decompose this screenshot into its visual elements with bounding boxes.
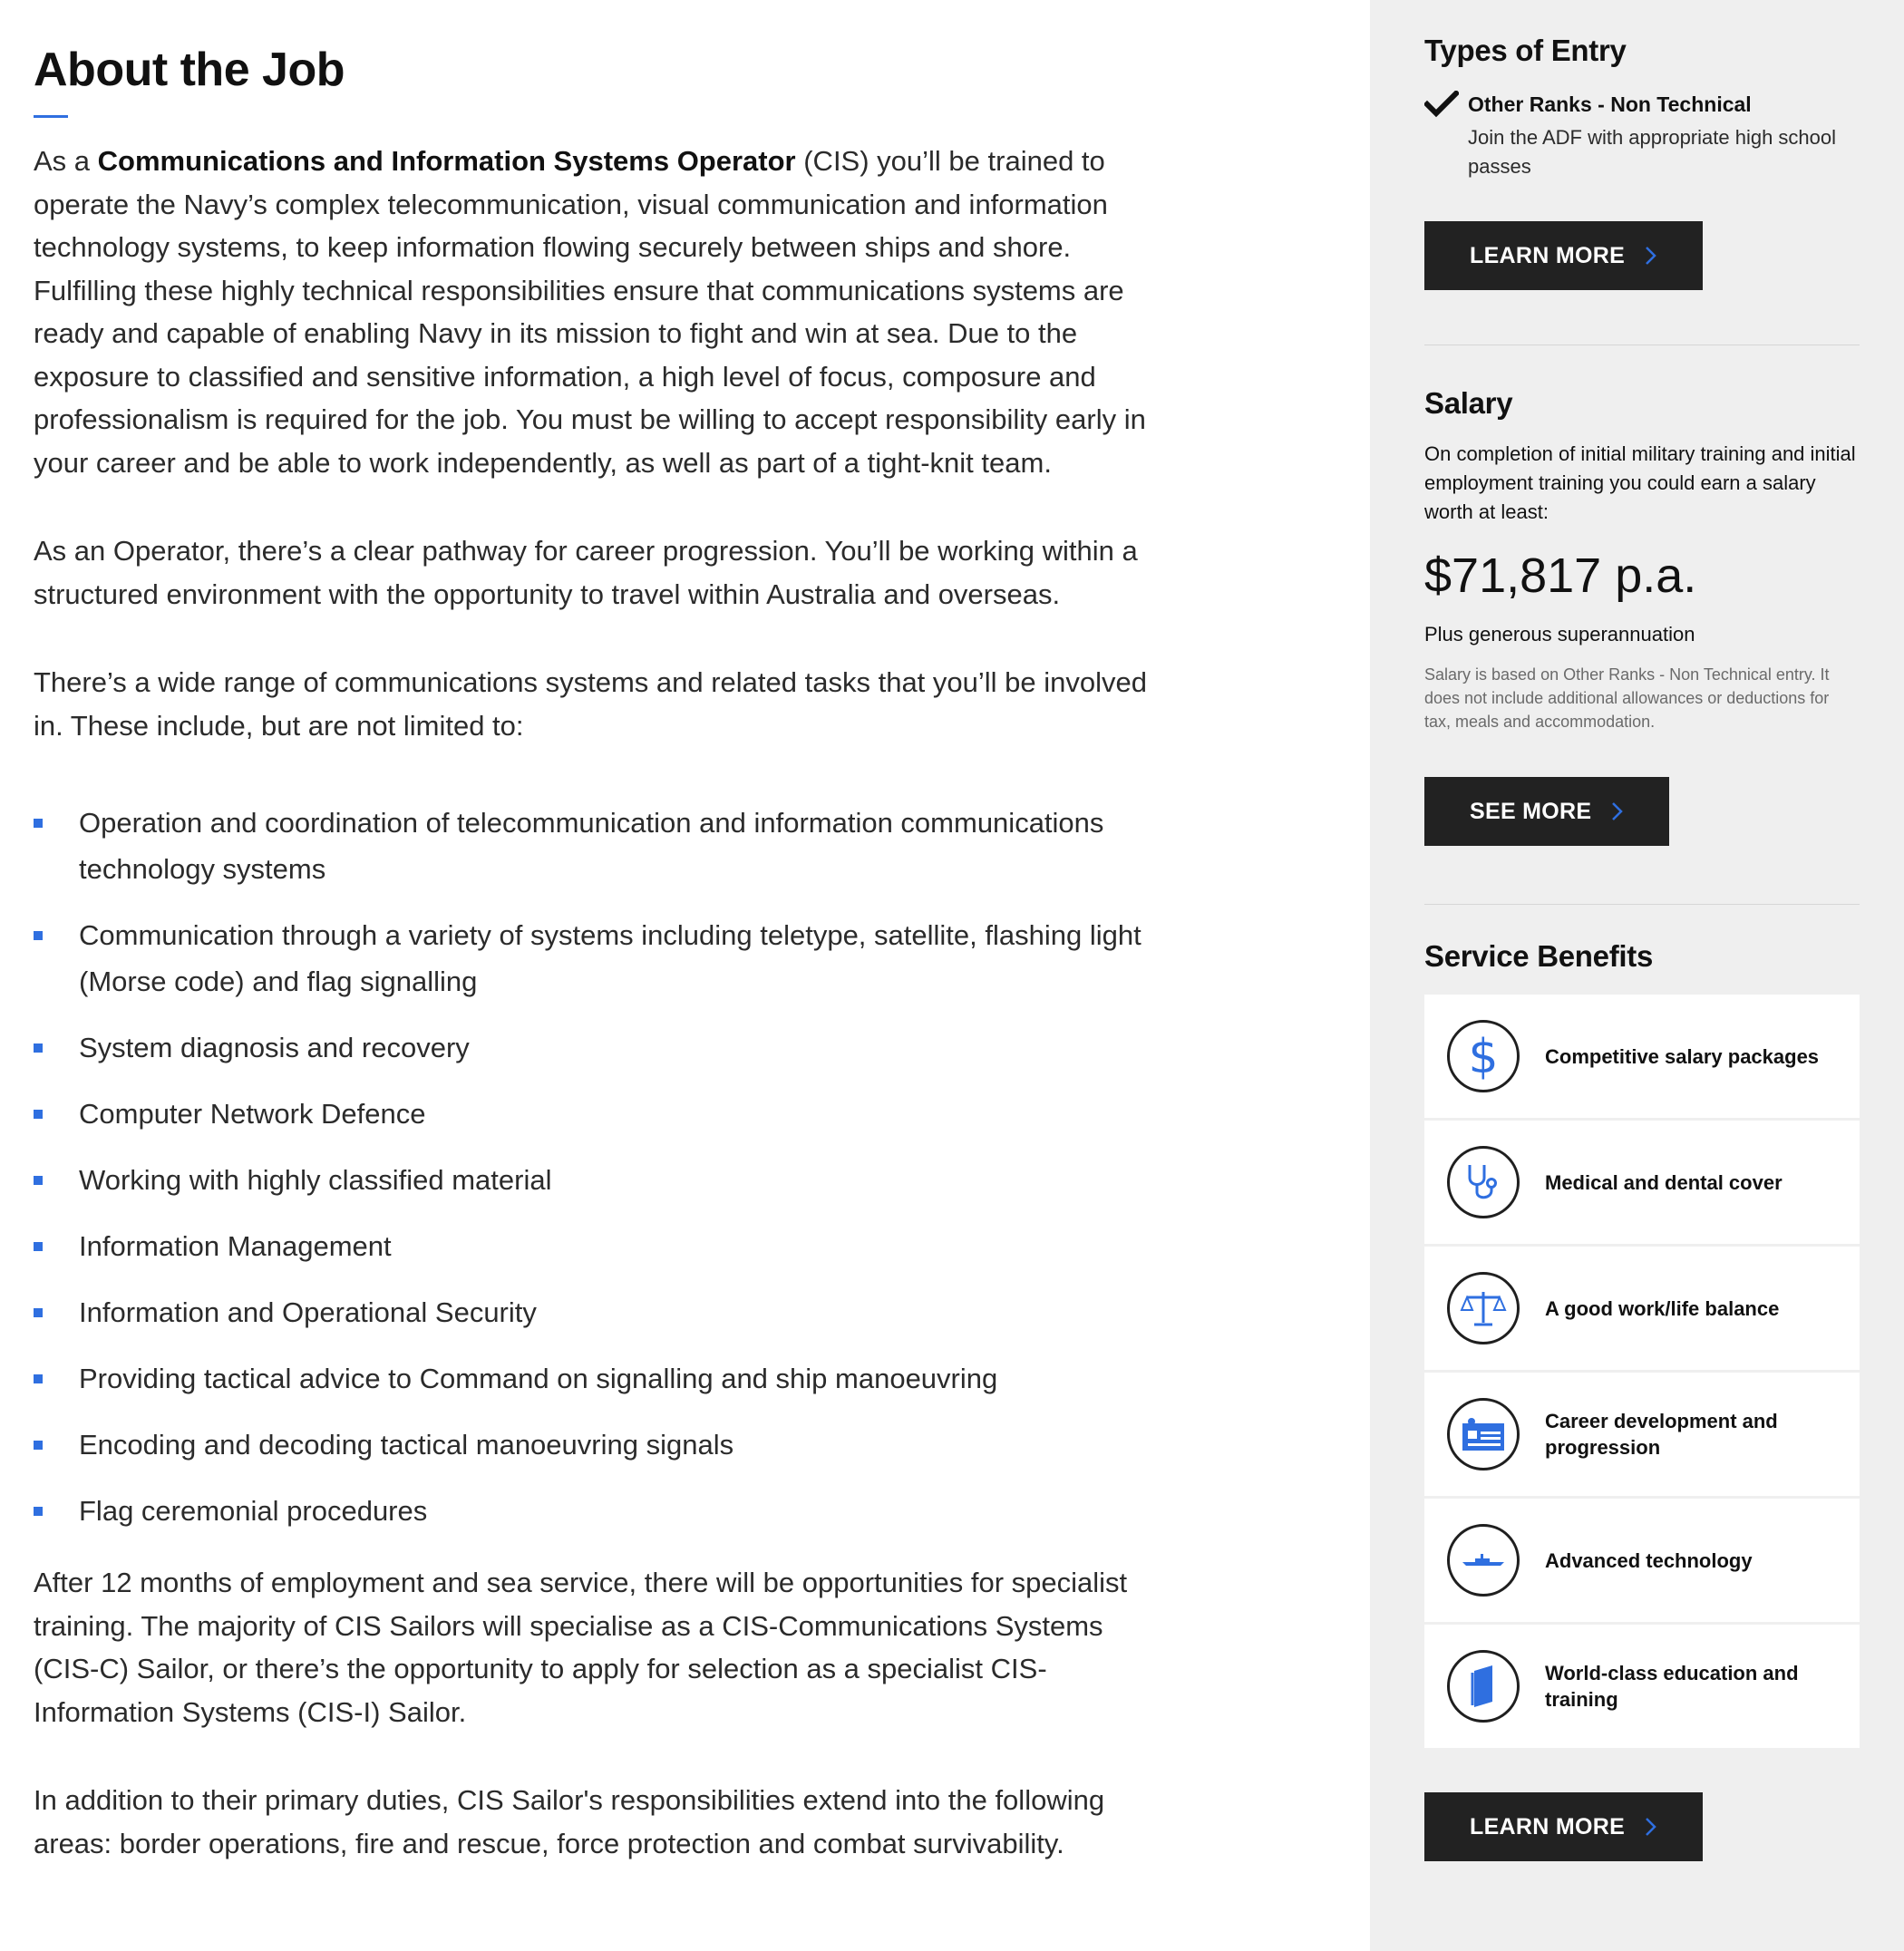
entry-heading: Types of Entry [1424,34,1627,67]
bullet-square-icon [34,1176,43,1185]
salary-heading: Salary [1424,386,1513,420]
salary-note: Salary is based on Other Ranks - Non Technical entry. It does not include additional allowances or deductions for tax, meals and accommodation. [1424,665,1830,731]
additional-duties-paragraph: In addition to their primary duties, CIS Sailor's responsibilities extend into the following areas: border operations, fire and rescue, force protection and combat survivability. [34,1784,1105,1859]
list-item-text: Flag ceremonial procedures [79,1495,428,1527]
list-item [34,1091,1176,1137]
role-name: Communications and Information Systems Operator [97,145,796,177]
entry-option-desc: Join the ADF with appropriate high school passes [1468,126,1837,178]
tasks-intro-paragraph: There’s a wide range of communications systems and related tasks that you’ll be involved in. These include, but are not limited to: [34,666,1147,742]
bullet-square-icon [34,819,43,828]
list-item [34,1223,1176,1269]
list-item-text: Information Management [79,1230,392,1262]
button-label: SEE MORE [1470,798,1592,824]
tasks-list [34,800,1176,1534]
intro-prefix: As a [34,145,98,177]
about-job-section [34,40,1176,1865]
id-card-icon [1447,1398,1520,1471]
page-title: About the Job [34,44,345,96]
bullet-square-icon [34,1507,43,1516]
entry-learn-more-button[interactable] [1424,221,1703,290]
benefits-heading: Service Benefits [1424,939,1653,973]
bullet-square-icon [34,931,43,940]
list-item-text: Encoding and decoding tactical manoeuvring signals [79,1429,734,1461]
salary-super: Plus generous superannuation [1424,623,1695,645]
scales-icon [1447,1272,1520,1344]
list-item-text: Working with highly classified material [79,1164,552,1196]
entry-option-title: Other Ranks - Non Technical [1468,92,1752,116]
bullet-square-icon [34,1441,43,1450]
dollar-icon [1447,1020,1520,1092]
list-item-text: Communication through a variety of systems including teletype, satellite, flashing light (Morse code) and flag signalling [79,919,1141,997]
list-item [34,1024,1176,1071]
salary-section [1424,385,1860,905]
section-divider [1424,904,1860,905]
bullet-square-icon [34,1043,43,1053]
button-label: LEARN MORE [1470,242,1626,268]
career-paragraph: As an Operator, there’s a clear pathway for career progression. You’ll be working within a structured environment with the opportunity to travel within Australia and overseas. [34,535,1138,610]
intro-rest: (CIS) you’ll be trained to operate the Navy’s complex telecommunication, visual communication and information technology systems, to keep information flowing securely between ships and shore. Fulfilling these highly technical responsibilities ensure that communications systems are ready and capable of enabling Navy in its mission to fight and win at sea. Due to the exposure to classified and sensitive information, a high level of focus, composure and professionalism is required for the job. You must be willing to accept responsibility early in your career and be able to work independently, as well as part of a tight-knit team. [34,145,1146,479]
benefit-label: Career development and progression [1545,1410,1778,1459]
list-item [34,800,1176,892]
chevron-right-icon [1645,246,1657,266]
salary-amount: $71,817 p.a. [1424,548,1697,603]
list-item [34,1488,1176,1534]
list-item-text: Computer Network Defence [79,1098,426,1130]
benefit-item [1424,1373,1860,1496]
salary-see-more-button[interactable] [1424,777,1669,846]
benefit-item [1424,1121,1860,1244]
checkmark-icon [1424,91,1459,118]
book-icon [1447,1650,1520,1723]
ship-icon [1447,1524,1520,1597]
bullet-square-icon [34,1110,43,1119]
list-item [34,912,1176,1005]
benefits-list [1424,995,1860,1748]
list-item-text: Providing tactical advice to Command on signalling and ship manoeuvring [79,1363,998,1394]
chevron-right-icon [1611,801,1624,821]
button-label: LEARN MORE [1470,1813,1626,1839]
bullet-square-icon [34,1242,43,1251]
title-accent-bar [34,115,68,118]
list-item-text: System diagnosis and recovery [79,1032,470,1063]
list-item-text: Information and Operational Security [79,1296,537,1328]
list-item [34,1289,1176,1335]
benefits-section [1424,938,1860,1861]
bullet-square-icon [34,1374,43,1383]
entry-option [1424,91,1860,181]
entry-section [1424,33,1860,345]
benefit-item [1424,1499,1860,1622]
sidebar [1370,0,1904,1951]
specialisation-paragraph: After 12 months of employment and sea service, there will be opportunities for specialist training. The majority of CIS Sailors will specialise as a CIS-Communications Systems (CIS-C) Sailor, or there’s the opportunity to apply for selection as a specialist CIS-Information Systems (CIS-I) Sailor. [34,1567,1128,1728]
list-item [34,1157,1176,1203]
bullet-square-icon [34,1308,43,1317]
list-item [34,1422,1176,1468]
list-item [34,1355,1176,1402]
svg-text:$: $ [1468,1032,1499,1081]
benefit-label: Medical and dental cover [1545,1170,1783,1194]
salary-description: On completion of initial military training and initial employment training you could earn a salary worth at least: [1424,442,1856,523]
benefit-label: World-class education and training [1545,1662,1799,1711]
benefit-label: Advanced technology [1545,1548,1753,1572]
benefit-label: Competitive salary packages [1545,1044,1820,1068]
intro-paragraph [34,140,1176,484]
benefit-item [1424,1625,1860,1748]
benefit-label: A good work/life balance [1545,1296,1780,1320]
stethoscope-icon [1447,1146,1520,1218]
benefit-item [1424,995,1860,1118]
chevron-right-icon [1645,1817,1657,1837]
list-item-text: Operation and coordination of telecommunication and information communications technology systems [79,807,1104,885]
benefit-item [1424,1247,1860,1370]
benefits-learn-more-button[interactable] [1424,1792,1703,1861]
